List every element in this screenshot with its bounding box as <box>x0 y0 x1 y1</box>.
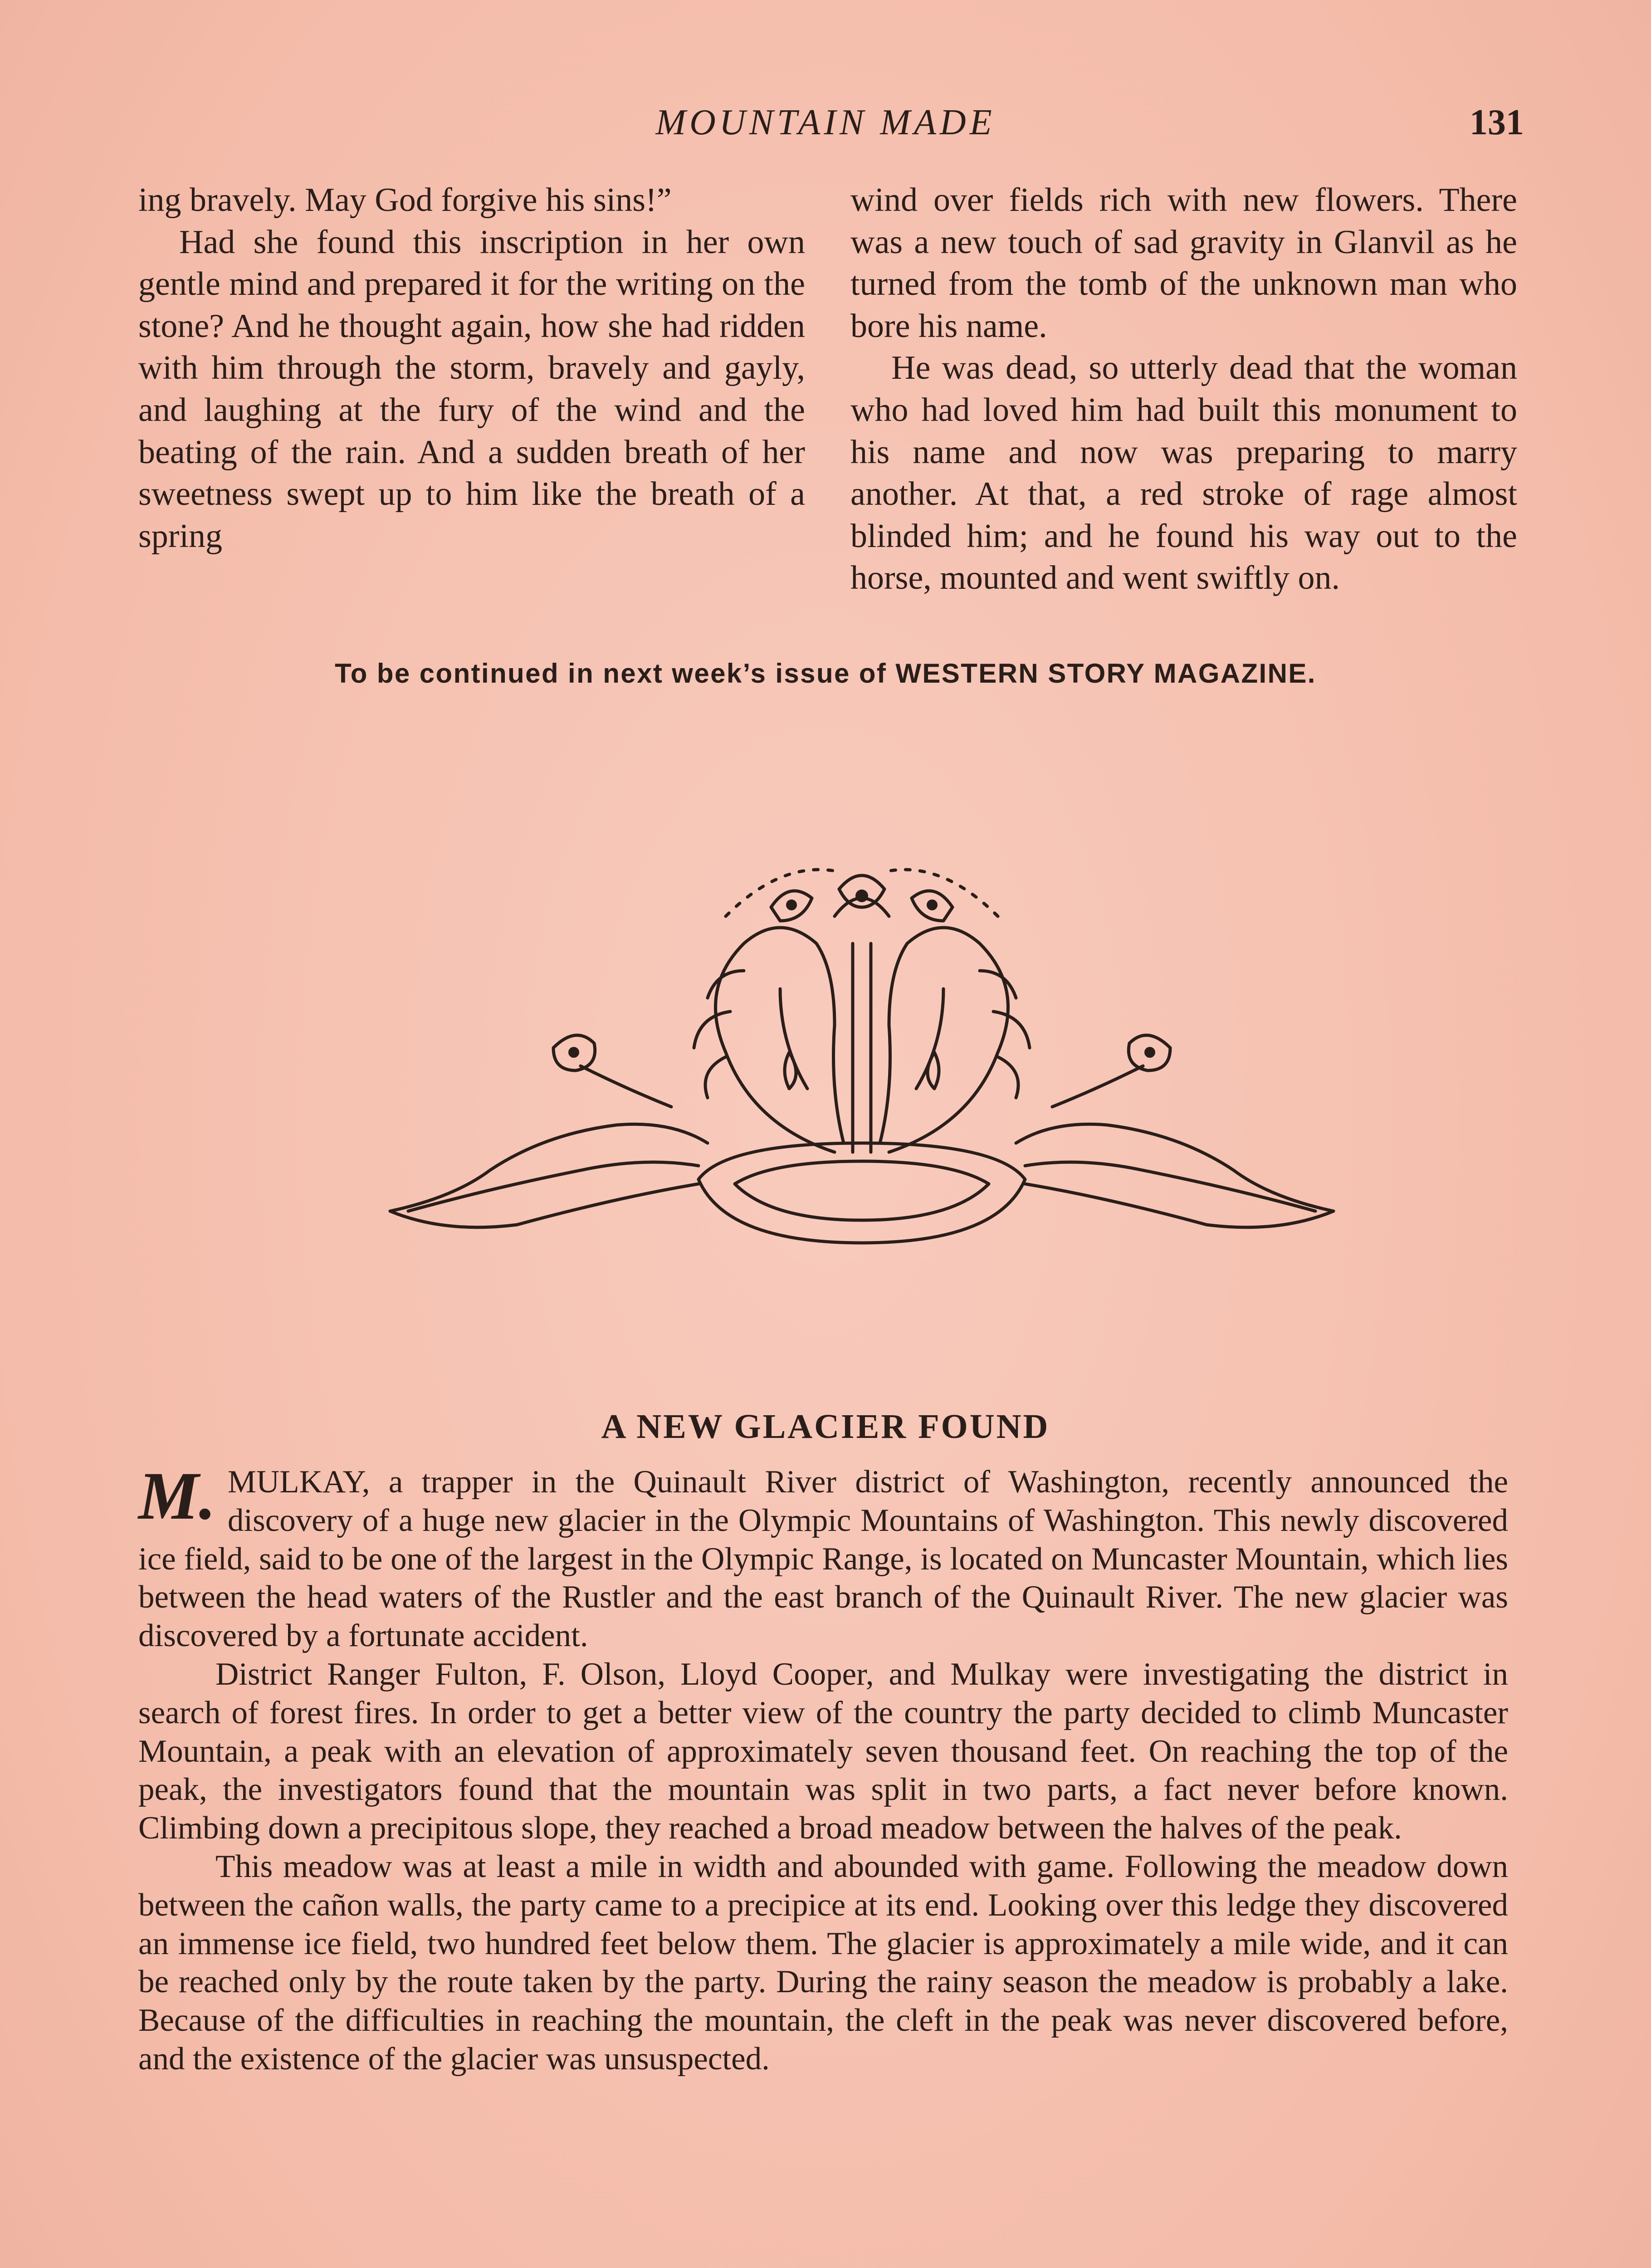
article-paragraph-1-text: MULKAY, a trapper in the Quinault River district of Washington, recently announced the discovery of a huge new glacier in the Olympic Mountains of Washington. This newly discovered ice field, said to be one of the largest in the Olympic Range, is located on Muncaster Mountain, which lies between the head waters of the Rustler and the east branch of the Quinault River. The new glacier was discovered by a fortunate accident. <box>138 1464 1508 1654</box>
running-header-title: MOUNTAIN MADE <box>655 103 996 142</box>
article-paragraph-1 <box>138 1458 1508 1655</box>
story-right-paragraph-2: He was dead, so utterly dead that the woman who had loved him had built this monument to his name and now was preparing to marry another. At that, a red stroke of rage almost blinded him; and he found his way out to the horse, mounted and went swiftly on. <box>850 349 1517 597</box>
story-right-column <box>850 179 1517 599</box>
story-left-paragraph-1: ing bravely. May God forgive his sins!” <box>138 181 672 219</box>
article-paragraph-2: District Ranger Fulton, F. Olson, Lloyd Cooper, and Mulkay were investigating the district in search of forest fires. In order to get a better view of the country the party decided to climb Muncaster Mountain, a peak with an elevation of approximately seven thousand feet. On reaching the top of the peak, the investigators found that the mountain was split in two parts, a fact never before known. Climbing down a precipitous slope, they reached a broad meadow between the halves of the peak. <box>138 1656 1508 1846</box>
article-body <box>138 1458 1508 2078</box>
continued-notice: To be continued in next week’s issue of WESTERN STORY MAGAZINE. <box>335 658 1316 689</box>
story-left-paragraph-2: Had she found this inscription in her own gentle mind and prepared it for the writing on the stone? And he thought again, how she had ridden with him through the storm, bravely and gayly, and laughing at the fury of the wind and the beating of the rain. And a sudden breath of her sweetness swept up to him like the breath of a spring <box>138 223 805 555</box>
story-left-column <box>138 179 805 557</box>
floral-ornament-icon <box>381 853 1343 1270</box>
story-right-paragraph-1: wind over fields rich with new flowers. There was a new touch of sad gravity in Glanvil as he turned from the tomb of the unknown man who bore his name. <box>850 181 1517 345</box>
drop-cap: M. <box>138 1458 216 1534</box>
article-paragraph-3: This meadow was at least a mile in width and abounded with game. Following the meadow down between the cañon walls, the party came to a precipice at its end. Looking over this ledge they discovered an immense ice field, two hundred feet below them. The glacier is approximately a mile wide, and it can be reached only by the route taken by the party. During the rainy season the meadow is probably a lake. Because of the difficulties in reaching the mountain, the cleft in the peak was never discovered before, and the existence of the glacier was unsuspected. <box>138 1848 1508 2077</box>
article-title: A NEW GLACIER FOUND <box>601 1408 1050 1446</box>
page-number: 131 <box>1470 103 1524 142</box>
